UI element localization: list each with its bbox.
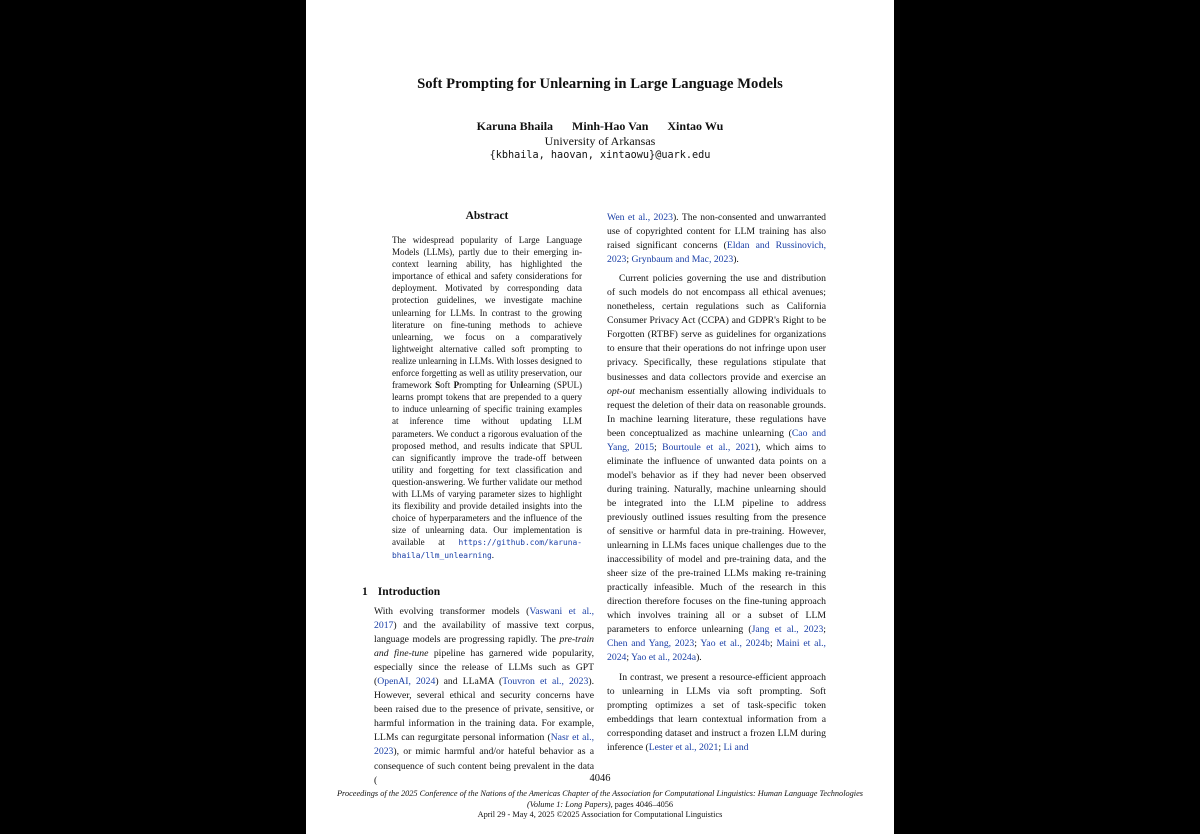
citation-link[interactable]: Cao and Yang, 2015 [607,427,827,453]
abstract-body: The widespread popularity of Large Language Models (LLMs), partly due to their emerging in-context learning ability, has highlighted the importance of ethical and safety considerations for deployment. Motivated by corresponding data protection guidelines, we investigate machine unlearning for LLMs. In contrast to the growing literature on fine-tuning methods to achieve unlearning, we focus on a comparatively lightweight alternative called soft prompting to realize unlearning in LLMs. With losses designed to enforce forgetting as well as utility preservation, our framework Soft Prompting for Unlearning (SPUL) learns prompt tokens that are prepended to a query to induce unlearning of specific training examples at inference time without updating LLM parameters. We conduct a rigorous evaluation of the proposed method, and results indicate that SPUL can significantly improve the trade-off between utility and forgetting for text classification and question-answering. We further validate our method with LLMs of varying parameter sizes to highlight its flexibility and provide detailed insights into the choice of hyperparameters and the influence of the size of unlearning data. Our implementation is available at https://github.com/karuna-bhaila/llm_unlearning. [392,235,583,561]
page-number: 4046 [589,773,611,784]
author-name: Minh-Hao Van [572,119,649,133]
code-repository-link[interactable]: https://github.com/karuna-bhaila/llm_unlearning [392,538,582,561]
proceedings-footer [306,789,894,821]
intro-paragraph-1: With evolving transformer models (Vaswani et al., 2017) and the availability of massive text corpus, language models are progressing rapidly. The pre-train and fine-tune pipeline has garnered wide popularity, especially since the release of LLMs such as GPT (OpenAI, 2024) and LLaMA (Touvron et al., 2023). However, several ethical and security concerns have been raised due to the presence of private, sensitive, or harmful information in the training data. For example, LLMs can regurgitate personal information (Nasr et al., 2023), or mimic harmful and/or hateful behavior as a consequence of such content being prevalent in the data ( [374,606,594,786]
intro-right-column [607,211,826,755]
author-emails: {kbhaila, haovan, xintaowu}@uark.edu [489,150,711,161]
citation-link[interactable]: Nasr et al., 2023 [374,732,594,758]
citation-link[interactable]: Yao et al., 2024b [700,638,770,650]
citation-link[interactable]: Vaswani et al., 2017 [374,606,594,632]
citation-link[interactable]: Wen et al., 2023 [607,212,673,223]
section-title: Introduction [377,586,441,598]
citation-link[interactable]: Maini et al., 2024 [607,638,826,664]
citation-link[interactable]: OpenAI, 2024 [377,676,436,688]
footer-line-1: Proceedings of the 2025 Conference of the Nations of the Americas Chapter of the Association for Computational Linguistics: Human Language Technologies [336,789,864,798]
citation-link[interactable]: Li and [723,741,749,753]
intro-paragraph-3: In contrast, we present a resource-efficient approach to unlearning in LLMs via soft prompting. Soft prompting optimizes a set of task-specific token embeddings that learn contextual information from a corresponding dataset and instruct a frozen LLM during inference (Lester et al., 2021; Li and [607,671,826,753]
citation-link[interactable]: Lester et al., 2021 [648,741,719,753]
abstract-heading: Abstract [465,210,509,222]
intro-paragraph-1-continued: Wen et al., 2023). The non-consented and unwarranted use of copyrighted content for LLM training has also raised significant concerns (Eldan and Russinovich, 2023; Grynbaum and Mac, 2023). [607,212,826,266]
section-number: 1 [362,586,368,598]
paper-title: Soft Prompting for Unlearning in Large Language Models [417,76,783,92]
citation-link[interactable]: Touvron et al., 2023 [502,676,589,688]
intro-left-column [374,605,594,788]
author-list [306,119,894,134]
footer-line-2: (Volume 1: Long Papers), pages 4046–4056 [526,799,674,809]
citation-link[interactable]: Chen and Yang, 2023 [607,638,695,650]
author-name: Xintao Wu [667,119,724,133]
footer-line-3: April 29 - May 4, 2025 ©2025 Association for Computational Linguistics [477,810,723,820]
citation-link[interactable]: Grynbaum and Mac, 2023 [631,254,734,266]
citation-link[interactable]: Jang et al., 2023 [751,624,824,636]
section-heading-introduction [362,586,602,598]
author-name: Karuna Bhaila [476,119,554,133]
citation-link[interactable]: Bourtoule et al., 2021 [662,441,755,453]
citation-link[interactable]: Eldan and Russinovich, 2023 [607,240,826,266]
paper-page [306,0,894,834]
intro-paragraph-2: Current policies governing the use and distribution of such models do not encompass all ethical avenues; nonetheless, certain regulations such as California Consumer Privacy Act (CCPA) and GDPR's Right to be Forgotten (RTBF) serve as guidelines for organizations to ensure that their operations do not infringe upon user privacy. Specifically, these regulations stipulate that businesses and data collectors provide and exercise an opt-out mechanism essentially allowing individuals to request the deletion of their data on reasonable grounds. In machine learning literature, these regulations have been conceptualized as machine unlearning (Cao and Yang, 2015; Bourtoule et al., 2021), which aims to eliminate the influence of unwanted data points on a model's behavior as if they had never been observed during training. Naturally, machine unlearning should be integrated into the LLM pipeline to address previously outlined issues resulting from the presence of sensitive or harmful data in pre-training. However, unlearning in LLMs faces unique challenges due to the inaccessibility of model and pre-training data, and the sheer size of the pre-trained LLMs making re-training practically infeasible. Much of the research in this direction therefore focuses on the fine-tuning approach which involves training all or a subset of LLM parameters to enforce unlearning (Jang et al., 2023; Chen and Yang, 2023; Yao et al., 2024b; Maini et al., 2024; Yao et al., 2024a). [607,273,827,664]
affiliation: University of Arkansas [544,134,656,148]
citation-link[interactable]: Yao et al., 2024a [631,652,697,664]
